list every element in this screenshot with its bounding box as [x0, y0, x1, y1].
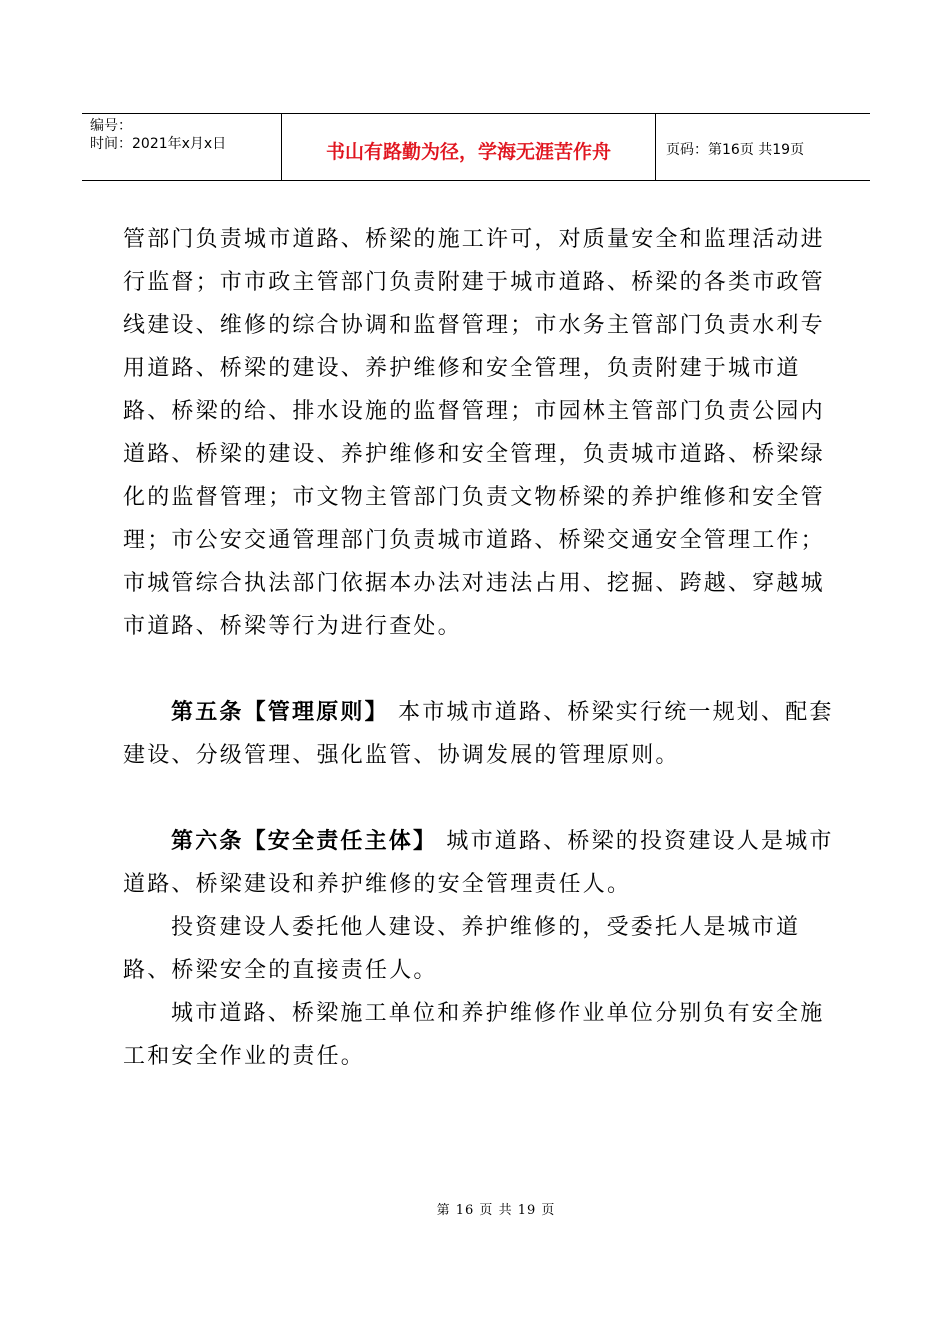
article6-heading: 第六条【安全责任主体】 [171, 828, 438, 854]
paragraph-gap [123, 648, 835, 691]
paragraph-article6 [123, 820, 835, 906]
paragraph-article4-continued: 管部门负责城市道路、桥梁的施工许可，对质量安全和监理活动进行监督；市市政主管部门负责附建于城市道路、桥梁的各类市政管线建设、维修的综合协调和监督管理；市水务主管部门负责水利专用道路、桥梁的建设、养护维修和安全管理，负责附建于城市道路、桥梁的给、排水设施的监督管理；市园林主管部门负责公园内道路、桥梁的建设、养护维修和安全管理，负责城市道路、桥梁绿化的监督管理；市文物主管部门负责文物桥梁的养护维修和安全管理；市公安交通管理部门负责城市道路、桥梁交通安全管理工作；市城管综合执法部门依据本办法对违法占用、挖掘、跨越、穿越城市道路、桥梁等行为进行查处。 [123, 227, 825, 639]
time-label: 时间：2021年x月x日 [90, 136, 227, 152]
page-footer: 第 16 页 共 19 页 [436, 1203, 556, 1218]
paragraph-article6-clause3: 城市道路、桥梁施工单位和养护维修作业单位分别负有安全施工和安全作业的责任。 [123, 1001, 825, 1069]
document-body [123, 218, 835, 1078]
header-motto: 书山有路勤为径，学海无涯苦作舟 [282, 114, 656, 180]
header-page-info: 页码：第16页 共19页 [666, 142, 805, 158]
number-label: 编号： [90, 118, 132, 134]
document-header [82, 113, 870, 181]
paragraph-article6-clause2: 投资建设人委托他人建设、养护维修的，受委托人是城市道路、桥梁安全的直接责任人。 [123, 915, 801, 983]
article5-heading: 第五条【管理原则】 [171, 699, 389, 725]
article5-text: 本市城市道路、桥梁实行统一规划、配套建设、分级管理、强化监管、协调发展的管理原则。 [123, 700, 834, 768]
paragraph-gap [123, 777, 835, 820]
article6-text: 城市道路、桥梁的投资建设人是城市道路、桥梁建设和养护维修的安全管理责任人。 [123, 829, 834, 897]
header-meta [82, 114, 282, 180]
paragraph-article5 [123, 691, 835, 777]
